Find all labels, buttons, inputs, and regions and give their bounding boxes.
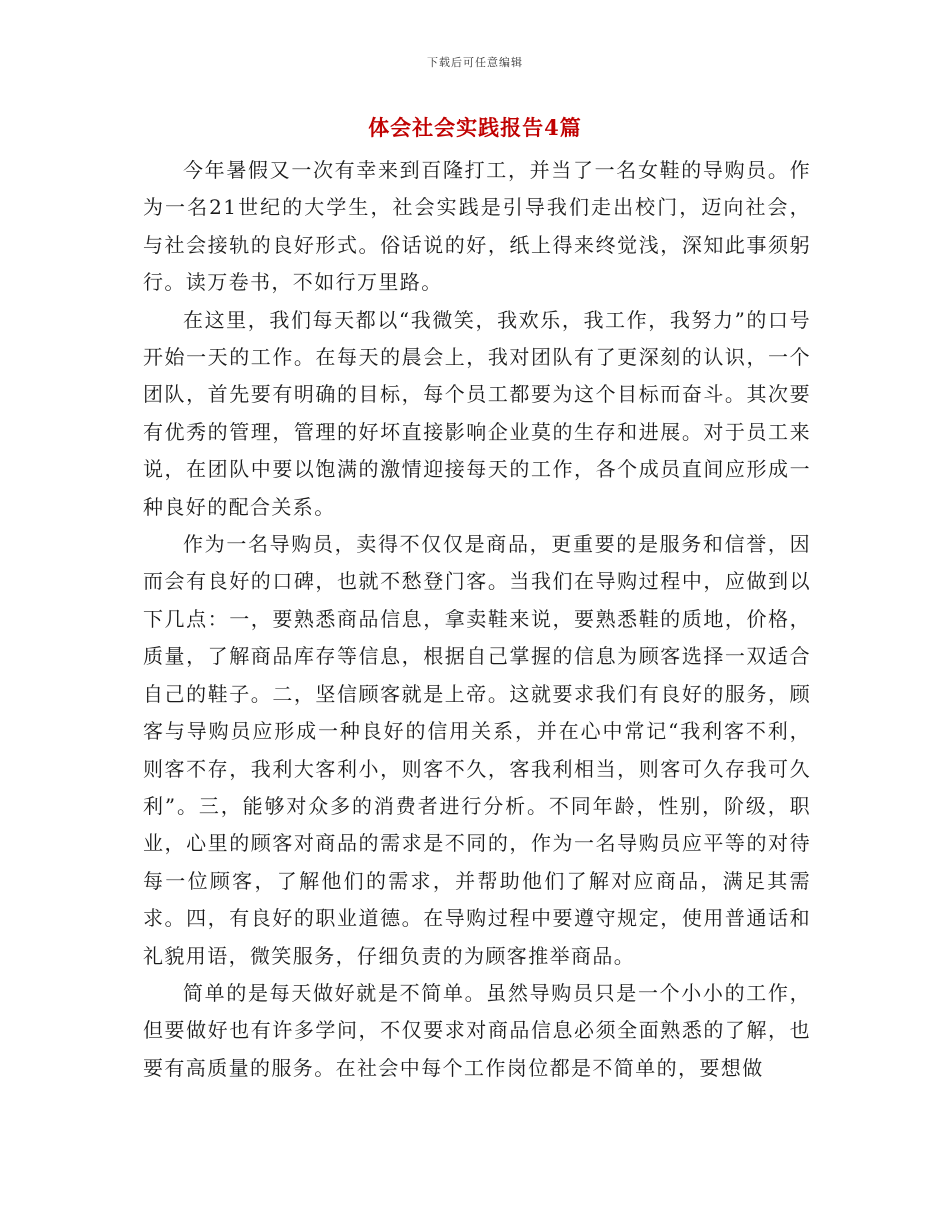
document-body (143, 152, 811, 1087)
paragraph-1: 今年暑假又一次有幸来到百隆打工，并当了一名女鞋的导购员。作为一名21世纪的大学生，社会实践是引导我们走出校门，迈向社会，与社会接轨的良好形式。俗话说的好，纸上得来终觉浅，深知此事须躬行。读万卷书，不如行万里路。 (143, 158, 811, 295)
paragraph-2: 在这里，我们每天都以“我微笑，我欢乐，我工作，我努力”的口号开始一天的工作。在每天的晨会上，我对团队有了更深刻的认识，一个团队，首先要有明确的目标，每个员工都要为这个目标而奋斗。其次要有优秀的管理，管理的好坏直接影响企业莫的生存和进展。对于员工来说，在团队中要以饱满的激情迎接每天的工作，各个成员直间应形成一种良好的配合关系。 (143, 307, 811, 519)
paragraph-3: 作为一名导购员，卖得不仅仅是商品，更重要的是服务和信誉，因而会有良好的口碑，也就不愁登门客。当我们在导购过程中，应做到以下几点：一，要熟悉商品信息，拿卖鞋来说，要熟悉鞋的质地，价格，质量，了解商品库存等信息，根据自己掌握的信息为顾客选择一双适合自己的鞋子。二，坚信顾客就是上帝。这就要求我们有良好的服务，顾客与导购员应形成一种良好的信用关系，并在心中常记“我利客不利，则客不存，我利大客利小，则客不久，客我利相当，则客可久存我可久利”。三，能够对众多的消费者进行分析。不同年龄，性别，阶级，职业，心里的顾客对商品的需求是不同的，作为一名导购员应平等的对待每一位顾客，了解他们的需求，并帮助他们了解对应商品，满足其需求。四，有良好的职业道德。在导购过程中要遵守规定，使用普通话和礼貌用语，微笑服务，仔细负责的为顾客推举商品。 (143, 532, 811, 968)
header-note: 下载后可任意编辑 (427, 56, 523, 69)
paragraph-4: 简单的是每天做好就是不简单。虽然导购员只是一个小小的工作，但要做好也有许多学问，不仅要求对商品信息必须全面熟悉的了解，也要有高质量的服务。在社会中每个工作岗位都是不简单的，要想做 (143, 980, 811, 1080)
document-title: 体会社会实践报告4篇 (368, 115, 582, 140)
